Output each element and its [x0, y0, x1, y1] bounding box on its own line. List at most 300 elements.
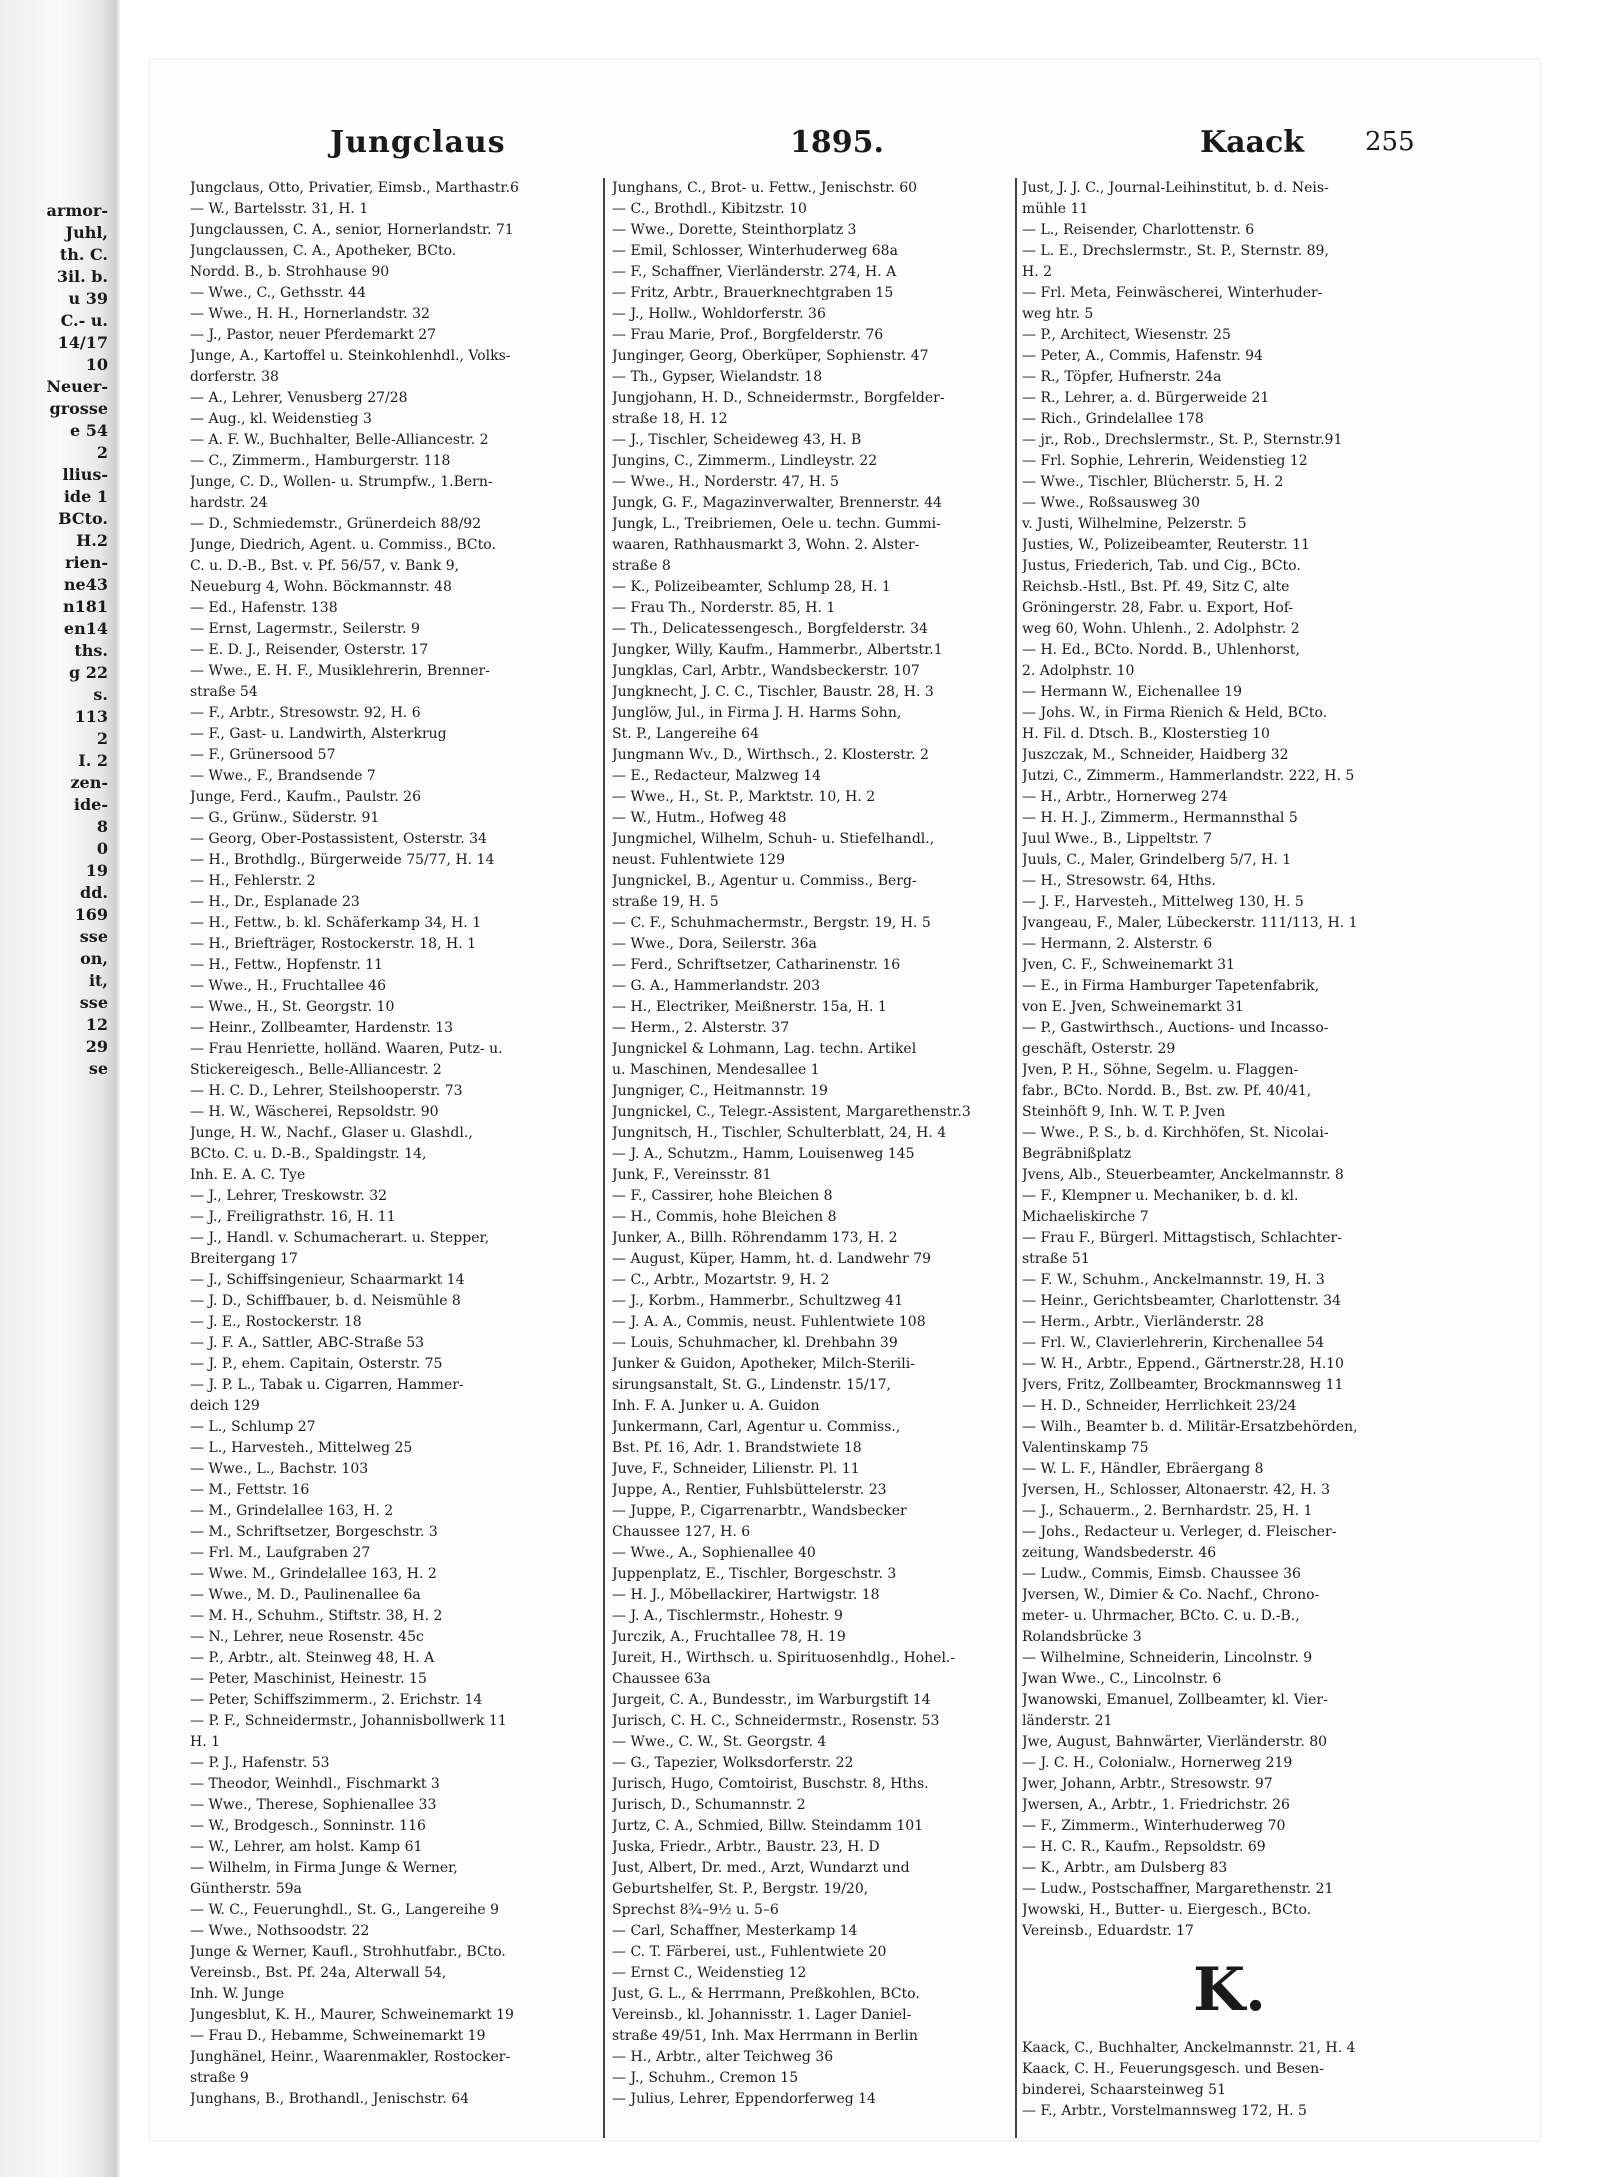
directory-line: — J. A. A., Commis, neust. Fuhlentwiete 108	[612, 1314, 926, 1330]
directory-line: — Wwe., H. H., Hornerlandstr. 32	[190, 306, 430, 322]
directory-line: Justies, W., Polizeibeamter, Reuterstr. 11	[1022, 537, 1310, 553]
margin-fragment: it,	[88, 971, 108, 990]
directory-line: Juve, F., Schneider, Lilienstr. Pl. 11	[612, 1461, 860, 1477]
directory-line: — J. C. H., Colonialw., Hornerweg 219	[1022, 1755, 1293, 1771]
margin-fragment: 2	[96, 443, 108, 462]
directory-line: — Frl. Sophie, Lehrerin, Weidenstieg 12	[1022, 453, 1308, 469]
directory-line: straße 19, H. 5	[612, 894, 719, 910]
directory-line: — H. Ed., BCto. Nordd. B., Uhlenhorst,	[1022, 642, 1300, 658]
directory-line: — J. A., Schutzm., Hamm, Louisenweg 145	[612, 1146, 915, 1162]
directory-line: — L., Reisender, Charlottenstr. 6	[1022, 222, 1255, 238]
directory-line: Inh. W. Junge	[190, 1986, 285, 2002]
directory-line: Jungins, C., Zimmerm., Lindleystr. 22	[612, 453, 878, 469]
directory-line: Jungjohann, H. D., Schneidermstr., Borgfelder-	[612, 390, 945, 406]
directory-line: — J., Pastor, neuer Pferdemarkt 27	[190, 327, 437, 343]
directory-line: Junkermann, Carl, Agentur u. Commiss.,	[612, 1419, 901, 1435]
directory-line: — Ludw., Commis, Eimsb. Chaussee 36	[1022, 1566, 1301, 1582]
directory-line: — Frl. M., Laufgraben 27	[190, 1545, 371, 1561]
margin-fragment: 19	[85, 861, 108, 880]
margin-fragment: sse	[79, 993, 108, 1012]
directory-line: — Wilh., Beamter b. d. Militär-Ersatzbehörden,	[1022, 1419, 1358, 1435]
directory-line: Jungesblut, K. H., Maurer, Schweinemarkt 19	[190, 2007, 514, 2023]
directory-line: Jurtz, C. A., Schmied, Billw. Steindamm 101	[612, 1818, 924, 1834]
directory-line: Juul Wwe., B., Lippeltstr. 7	[1022, 831, 1213, 847]
directory-line: Begräbnißplatz	[1022, 1146, 1132, 1162]
directory-line: Vereinsb., kl. Johannisstr. 1. Lager Daniel-	[612, 2007, 912, 2023]
margin-fragment: u 39	[68, 289, 108, 308]
directory-line: Junghans, C., Brot- u. Fettw., Jenischstr. 60	[612, 180, 918, 196]
directory-line: — Wwe. M., Grindelallee 163, H. 2	[190, 1566, 437, 1582]
margin-fragment: sse	[79, 927, 108, 946]
directory-line: — Wwe., H., Fruchtallee 46	[190, 978, 387, 994]
directory-line: — Wwe., C. W., St. Georgstr. 4	[612, 1734, 827, 1750]
directory-line: — Julius, Lehrer, Eppendorferweg 14	[612, 2091, 876, 2107]
directory-line: — H., Fettw., b. kl. Schäferkamp 34, H. 1	[190, 915, 482, 931]
directory-line: H. Fil. d. Dtsch. B., Klosterstieg 10	[1022, 726, 1270, 742]
directory-line: Junghänel, Heinr., Waarenmakler, Rostocker-	[190, 2049, 511, 2065]
directory-line: — D., Schmiedemstr., Grünerdeich 88/92	[190, 516, 482, 532]
directory-line: — Wwe., H., St. Georgstr. 10	[190, 999, 395, 1015]
margin-fragment: C.- u.	[60, 311, 108, 330]
directory-line: — Frl. W., Clavierlehrerin, Kirchenallee 54	[1022, 1335, 1325, 1351]
directory-line: Junghans, B., Brothandl., Jenischstr. 64	[190, 2091, 470, 2107]
directory-line: weg htr. 5	[1022, 306, 1094, 322]
directory-line: Junge & Werner, Kaufl., Strohhutfabr., BCto.	[190, 1944, 506, 1960]
directory-line: — August, Küper, Hamm, ht. d. Landwehr 79	[612, 1251, 932, 1267]
column-rule-1	[603, 178, 605, 2138]
directory-line: Jvens, Alb., Steuerbeamter, Anckelmannstr. 8	[1022, 1167, 1344, 1183]
directory-line: — W., Brodgesch., Sonninstr. 116	[190, 1818, 426, 1834]
directory-line: — Wwe., Dorette, Steinthorplatz 3	[612, 222, 857, 238]
directory-line: — R., Töpfer, Hufnerstr. 24a	[1022, 369, 1222, 385]
directory-line: — L., Harvesteh., Mittelweg 25	[190, 1440, 413, 1456]
directory-line: — E. D. J., Reisender, Osterstr. 17	[190, 642, 429, 658]
directory-line: — J. A., Tischlermstr., Hohestr. 9	[612, 1608, 843, 1624]
directory-line: Jungknecht, J. C. C., Tischler, Baustr. 28, H. 3	[612, 684, 934, 700]
directory-line: — J., Schauerm., 2. Bernhardstr. 25, H. 1	[1022, 1503, 1313, 1519]
directory-line: Michaeliskirche 7	[1022, 1209, 1149, 1225]
directory-line: Gröningerstr. 28, Fabr. u. Export, Hof-	[1022, 600, 1294, 616]
directory-line: Jungmann Wv., D., Wirthsch., 2. Klosterstr. 2	[612, 747, 929, 763]
page-number: 255	[1365, 127, 1415, 157]
directory-line: — K., Polizeibeamter, Schlump 28, H. 1	[612, 579, 891, 595]
margin-fragment: I. 2	[78, 751, 108, 770]
directory-line: Juszczak, M., Schneider, Haidberg 32	[1022, 747, 1289, 763]
directory-line: — H., Briefträger, Rostockerstr. 18, H. 1	[190, 936, 477, 952]
margin-fragment: s.	[93, 685, 108, 704]
directory-line: Reichsb.-Hstl., Bst. Pf. 49, Sitz C, alte	[1022, 579, 1290, 595]
directory-line: — Ernst C., Weidenstieg 12	[612, 1965, 807, 1981]
directory-line: Jwersen, A., Arbtr., 1. Friedrichstr. 26	[1022, 1797, 1290, 1813]
directory-line: BCto. C. u. D.-B., Spaldingstr. 14,	[190, 1146, 427, 1162]
directory-line: — Frau Henriette, holländ. Waaren, Putz- u.	[190, 1041, 503, 1057]
directory-line: — H., Arbtr., Hornerweg 274	[1022, 789, 1228, 805]
directory-line: — P., Architect, Wiesenstr. 25	[1022, 327, 1231, 343]
directory-line: länderstr. 21	[1022, 1713, 1113, 1729]
directory-line: Steinhöft 9, Inh. W. T. P. Jven	[1022, 1104, 1226, 1120]
directory-line: — R., Lehrer, a. d. Bürgerweide 21	[1022, 390, 1270, 406]
directory-line: — Herm., 2. Alsterstr. 37	[612, 1020, 790, 1036]
directory-line: — H., Commis, hohe Bleichen 8	[612, 1209, 837, 1225]
column-3-k-entries	[1022, 2038, 1437, 2122]
directory-line: Jwowski, H., Butter- u. Eiergesch., BCto.	[1022, 1902, 1312, 1918]
column-1	[190, 178, 600, 2110]
directory-line: Jurisch, Hugo, Comtoirist, Buschstr. 8, Hths.	[612, 1776, 929, 1792]
margin-fragment: 10	[85, 355, 108, 374]
directory-line: — J. P., ehem. Capitain, Osterstr. 75	[190, 1356, 443, 1372]
column-3-entries	[1022, 178, 1437, 1942]
directory-line: Junglöw, Jul., in Firma J. H. Harms Sohn,	[612, 705, 902, 721]
directory-line: H. 1	[190, 1734, 221, 1750]
directory-line: — Peter, A., Commis, Hafenstr. 94	[1022, 348, 1263, 364]
directory-line: — F. W., Schuhm., Anckelmannstr. 19, H. 3	[1022, 1272, 1325, 1288]
directory-line: Jwanowski, Emanuel, Zollbeamter, kl. Vier-	[1022, 1692, 1328, 1708]
directory-line: — F., Grünersood 57	[190, 747, 336, 763]
margin-fragment: dd.	[80, 883, 108, 902]
margin-fragment: th. C.	[59, 245, 108, 264]
directory-line: Breitergang 17	[190, 1251, 298, 1267]
margin-fragment: H.2	[76, 531, 108, 550]
directory-line: Jungk, G. F., Magazinverwalter, Brennerstr. 44	[612, 495, 942, 511]
directory-line: — Heinr., Gerichtsbeamter, Charlottenstr. 34	[1022, 1293, 1341, 1309]
directory-line: — Wwe., P. S., b. d. Kirchhöfen, St. Nicolai-	[1022, 1125, 1329, 1141]
directory-line: Just, J. J. C., Journal-Leihinstitut, b. d. Neis-	[1022, 180, 1329, 196]
directory-line: — L. E., Drechslermstr., St. P., Sternstr. 89,	[1022, 243, 1329, 259]
column-2	[612, 178, 1022, 2110]
directory-line: Juppe, A., Rentier, Fuhlsbüttelerstr. 23	[612, 1482, 887, 1498]
directory-line: — P. J., Hafenstr. 53	[190, 1755, 330, 1771]
directory-line: zeitung, Wandsbederstr. 46	[1022, 1545, 1217, 1561]
directory-line: waaren, Rathhausmarkt 3, Wohn. 2. Alster-	[612, 537, 920, 553]
directory-line: — W., Hutm., Hofweg 48	[612, 810, 787, 826]
section-letter: K.	[1192, 1955, 1267, 2025]
directory-line: — J., Freiligrathstr. 16, H. 11	[190, 1209, 396, 1225]
directory-line: — Heinr., Zollbeamter, Hardenstr. 13	[190, 1020, 454, 1036]
directory-line: Junginger, Georg, Oberküper, Sophienstr. 47	[612, 348, 929, 364]
directory-line: — Wwe., Dora, Seilerstr. 36a	[612, 936, 817, 952]
directory-line: 2. Adolphstr. 10	[1022, 663, 1135, 679]
directory-line: — H. C. R., Kaufm., Repsoldstr. 69	[1022, 1839, 1266, 1855]
directory-line: straße 9	[190, 2070, 249, 2086]
directory-line: H. 2	[1022, 264, 1053, 280]
margin-fragment: 0	[96, 839, 108, 858]
directory-line: — C., Zimmerm., Hamburgerstr. 118	[190, 453, 451, 469]
directory-line: — W., Lehrer, am holst. Kamp 61	[190, 1839, 423, 1855]
directory-line: Junge, C. D., Wollen- u. Strumpfw., 1.Bern-	[190, 474, 493, 490]
directory-line: — Wilhelmine, Schneiderin, Lincolnstr. 9	[1022, 1650, 1313, 1666]
directory-line: Jungmichel, Wilhelm, Schuh- u. Stiefelhandl.,	[612, 831, 935, 847]
directory-line: — N., Lehrer, neue Rosenstr. 45c	[190, 1629, 424, 1645]
directory-line: Jurczik, A., Fruchtallee 78, H. 19	[612, 1629, 846, 1645]
directory-line: mühle 11	[1022, 201, 1089, 217]
directory-line: — Fritz, Arbtr., Brauerknechtgraben 15	[612, 285, 894, 301]
directory-line: — Wwe., H., St. P., Marktstr. 10, H. 2	[612, 789, 876, 805]
directory-line: Juuls, C., Maler, Grindelberg 5/7, H. 1	[1022, 852, 1292, 868]
directory-line: Bst. Pf. 16, Adr. 1. Brandstwiete 18	[612, 1440, 862, 1456]
directory-line: — Frau Th., Norderstr. 85, H. 1	[612, 600, 836, 616]
directory-line: — J., Handl. v. Schumacherart. u. Stepper,	[190, 1230, 490, 1246]
directory-line: — Theodor, Weinhdl., Fischmarkt 3	[190, 1776, 440, 1792]
directory-line: — W., Bartelsstr. 31, H. 1	[190, 201, 369, 217]
margin-fragment: ths.	[74, 641, 108, 660]
directory-line: Jven, C. F., Schweinemarkt 31	[1022, 957, 1235, 973]
column-3	[1022, 178, 1437, 2122]
directory-line: Jwe, August, Bahnwärter, Vierländerstr. 80	[1022, 1734, 1328, 1750]
directory-line: fabr., BCto. Nordd. B., Bst. zw. Pf. 40/41,	[1022, 1083, 1312, 1099]
directory-line: Stickereigesch., Belle-Alliancestr. 2	[190, 1062, 442, 1078]
directory-line: — G. A., Hammerlandstr. 203	[612, 978, 820, 994]
directory-line: Jvers, Fritz, Zollbeamter, Brockmannsweg 11	[1022, 1377, 1344, 1393]
directory-line: — Ernst, Lagermstr., Seilerstr. 9	[190, 621, 420, 637]
directory-line: straße 54	[190, 684, 258, 700]
directory-line: — J., Schiffsingenieur, Schaarmarkt 14	[190, 1272, 465, 1288]
directory-line: deich 129	[190, 1398, 260, 1414]
directory-line: — C., Arbtr., Mozartstr. 9, H. 2	[612, 1272, 830, 1288]
margin-fragment: se	[88, 1059, 108, 1078]
directory-line: — Wilhelm, in Firma Junge & Werner,	[190, 1860, 458, 1876]
directory-line: — J., Lehrer, Treskowstr. 32	[190, 1188, 388, 1204]
directory-line: Junge, Ferd., Kaufm., Paulstr. 26	[190, 789, 421, 805]
directory-line: — H., Electriker, Meißnerstr. 15a, H. 1	[612, 999, 887, 1015]
directory-line: — Wwe., F., Brandsende 7	[190, 768, 376, 784]
directory-line: Inh. E. A. C. Tye	[190, 1167, 306, 1183]
directory-line: geschäft, Osterstr. 29	[1022, 1041, 1176, 1057]
margin-fragment: Juhl,	[65, 223, 108, 242]
directory-line: Jvangeau, F., Maler, Lübeckerstr. 111/113, H. 1	[1022, 915, 1358, 931]
directory-line: von E. Jven, Schweinemarkt 31	[1022, 999, 1244, 1015]
directory-line: — F., Arbtr., Vorstelmannsweg 172, H. 5	[1022, 2103, 1307, 2119]
directory-line: Kaack, C., Buchhalter, Anckelmannstr. 21, H. 4	[1022, 2040, 1356, 2056]
directory-line: — H., Brothdlg., Bürgerweide 75/77, H. 14	[190, 852, 495, 868]
directory-line: — W. C., Feuerunghdl., St. G., Langereihe 9	[190, 1902, 500, 1918]
directory-line: — C. F., Schuhmachermstr., Bergstr. 19, H. 5	[612, 915, 931, 931]
directory-line: — Wwe., M. D., Paulinenallee 6a	[190, 1587, 421, 1603]
directory-line: Juppenplatz, E., Tischler, Borgeschstr. 3	[612, 1566, 897, 1582]
directory-line: — A., Lehrer, Venusberg 27/28	[190, 390, 408, 406]
directory-line: Jungklas, Carl, Arbtr., Wandsbeckerstr. 107	[612, 663, 920, 679]
directory-line: — E., Redacteur, Malzweg 14	[612, 768, 822, 784]
directory-line: — Wwe., A., Sophienallee 40	[612, 1545, 816, 1561]
margin-fragment: 14/17	[57, 333, 108, 352]
directory-line: Inh. F. A. Junker u. A. Guidon	[612, 1398, 820, 1414]
directory-line: — M., Fettstr. 16	[190, 1482, 310, 1498]
directory-line: — M. H., Schuhm., Stiftstr. 38, H. 2	[190, 1608, 443, 1624]
directory-line: — J. F., Harvesteh., Mittelweg 130, H. 5	[1022, 894, 1304, 910]
directory-line: — Wwe., C., Gethsstr. 44	[190, 285, 366, 301]
directory-line: Chaussee 127, H. 6	[612, 1524, 751, 1540]
directory-line: straße 18, H. 12	[612, 411, 728, 427]
directory-line: Jversen, H., Schlosser, Altonaerstr. 42, H. 3	[1022, 1482, 1331, 1498]
directory-line: — Frau F., Bürgerl. Mittagstisch, Schlachter-	[1022, 1230, 1342, 1246]
directory-line: Jungniger, C., Heitmannstr. 19	[612, 1083, 828, 1099]
directory-line: — J., Korbm., Hammerbr., Schultzweg 41	[612, 1293, 904, 1309]
directory-line: Jurisch, D., Schumannstr. 2	[612, 1797, 806, 1813]
directory-line: Just, G. L., & Herrmann, Preßkohlen, BCto.	[612, 1986, 920, 2002]
directory-line: — H. D., Schneider, Herrlichkeit 23/24	[1022, 1398, 1297, 1414]
directory-line: — H., Arbtr., alter Teichweg 36	[612, 2049, 834, 2065]
directory-line: — G., Grünw., Süderstr. 91	[190, 810, 380, 826]
directory-line: — Frau Marie, Prof., Borgfelderstr. 76	[612, 327, 884, 343]
margin-fragment: llius-	[62, 465, 108, 484]
directory-line: Kaack, C. H., Feuerungsgesch. und Besen-	[1022, 2061, 1324, 2077]
directory-line: — P., Gastwirthsch., Auctions- und Incasso-	[1022, 1020, 1329, 1036]
directory-line: — Wwe., E. H. F., Musiklehrerin, Brenner-	[190, 663, 490, 679]
directory-line: — H. W., Wäscherei, Repsoldstr. 90	[190, 1104, 439, 1120]
directory-line: — F., Zimmerm., Winterhuderweg 70	[1022, 1818, 1286, 1834]
directory-line: — G., Tapezier, Wolksdorferstr. 22	[612, 1755, 854, 1771]
directory-line: — C., Brothdl., Kibitzstr. 10	[612, 201, 807, 217]
directory-line: v. Justi, Wilhelmine, Pelzerstr. 5	[1022, 516, 1247, 532]
directory-line: binderei, Schaarsteinweg 51	[1022, 2082, 1226, 2098]
directory-line: — W. L. F., Händler, Ebräergang 8	[1022, 1461, 1264, 1477]
directory-line: — Hermann W., Eichenallee 19	[1022, 684, 1243, 700]
margin-fragment: on,	[80, 949, 108, 968]
directory-line: Jungclaussen, C. A., Apotheker, BCto.	[190, 243, 457, 259]
directory-line: — Johs. W., in Firma Rienich & Held, BCto.	[1022, 705, 1328, 721]
margin-fragment: zen-	[70, 773, 108, 792]
directory-line: — M., Schriftsetzer, Borgeschstr. 3	[190, 1524, 438, 1540]
margin-fragment: grosse	[49, 399, 108, 418]
directory-line: — Ludw., Postschaffner, Margarethenstr. 21	[1022, 1881, 1334, 1897]
directory-line: — Wwe., Roßsausweg 30	[1022, 495, 1201, 511]
directory-line: Sprechst 8¾–9½ u. 5–6	[612, 1902, 779, 1918]
header-year: 1895.	[790, 125, 884, 160]
directory-line: Neueburg 4, Wohn. Böckmannstr. 48	[190, 579, 452, 595]
directory-line: Jutzi, C., Zimmerm., Hammerlandstr. 222, H. 5	[1022, 768, 1355, 784]
directory-line: — Peter, Maschinist, Heinestr. 15	[190, 1671, 427, 1687]
margin-fragment: n181	[62, 597, 108, 616]
directory-line: Junker & Guidon, Apotheker, Milch-Sterili-	[612, 1356, 915, 1372]
directory-line: — F., Klempner u. Mechaniker, b. d. kl.	[1022, 1188, 1299, 1204]
directory-line: — P. F., Schneidermstr., Johannisbollwerk 11	[190, 1713, 507, 1729]
directory-line: — Herm., Arbtr., Vierländerstr. 28	[1022, 1314, 1264, 1330]
directory-line: sirungsanstalt, St. G., Lindenstr. 15/17,	[612, 1377, 891, 1393]
directory-line: Rolandsbrücke 3	[1022, 1629, 1142, 1645]
directory-line: Junge, A., Kartoffel u. Steinkohlenhdl., Volks-	[190, 348, 511, 364]
margin-fragment: 3il. b.	[56, 267, 108, 286]
margin-fragment: 113	[74, 707, 108, 726]
directory-line: hardstr. 24	[190, 495, 268, 511]
directory-line: — Frau D., Hebamme, Schweinemarkt 19	[190, 2028, 486, 2044]
header-right-keyword: Kaack	[1200, 125, 1305, 160]
margin-fragment: Neuer-	[46, 377, 108, 396]
directory-line: Jungnickel, C., Telegr.-Assistent, Margarethenstr.3	[612, 1104, 971, 1120]
directory-line: Jwer, Johann, Arbtr., Stresowstr. 97	[1022, 1776, 1273, 1792]
page-header	[160, 125, 1540, 165]
directory-line: Jungnickel, B., Agentur u. Commiss., Berg-	[612, 873, 917, 889]
margin-fragment: 169	[74, 905, 108, 924]
directory-line: — Ed., Hafenstr. 138	[190, 600, 338, 616]
directory-line: — W. H., Arbtr., Eppend., Gärtnerstr.28, H.10	[1022, 1356, 1344, 1372]
directory-line: straße 49/51, Inh. Max Herrmann in Berlin	[612, 2028, 918, 2044]
directory-line: — Louis, Schuhmacher, kl. Drehbahn 39	[612, 1335, 898, 1351]
directory-line: — F., Schaffner, Vierländerstr. 274, H. A	[612, 264, 897, 280]
directory-line: — Wwe., Therese, Sophienallee 33	[190, 1797, 437, 1813]
directory-line: — J., Schuhm., Cremon 15	[612, 2070, 799, 2086]
directory-line: — C. T. Färberei, ust., Fuhlentwiete 20	[612, 1944, 887, 1960]
directory-line: — J. E., Rostockerstr. 18	[190, 1314, 362, 1330]
directory-line: — J. F. A., Sattler, ABC-Straße 53	[190, 1335, 425, 1351]
directory-line: — Georg, Ober-Postassistent, Osterstr. 34	[190, 831, 487, 847]
directory-line: — jr., Rob., Drechslermstr., St. P., Sternstr.91	[1022, 432, 1343, 448]
directory-line: — F., Arbtr., Stresowstr. 92, H. 6	[190, 705, 421, 721]
directory-line: dorferstr. 38	[190, 369, 279, 385]
directory-line: — Aug., kl. Weidenstieg 3	[190, 411, 372, 427]
directory-line: Valentinskamp 75	[1022, 1440, 1149, 1456]
directory-line: — H. H. J., Zimmerm., Hermannsthal 5	[1022, 810, 1298, 826]
directory-line: Güntherstr. 59a	[190, 1881, 302, 1897]
directory-line: — Frl. Meta, Feinwäscherei, Winterhuder-	[1022, 285, 1323, 301]
directory-line: — J. P. L., Tabak u. Cigarren, Hammer-	[190, 1377, 464, 1393]
directory-line: — E., in Firma Hamburger Tapetenfabrik,	[1022, 978, 1320, 994]
directory-line: — Wwe., Tischler, Blücherstr. 5, H. 2	[1022, 474, 1284, 490]
directory-line: — Johs., Redacteur u. Verleger, d. Fleischer-	[1022, 1524, 1337, 1540]
margin-fragment: ne43	[63, 575, 108, 594]
directory-line: — H. J., Möbellackirer, Hartwigstr. 18	[612, 1587, 880, 1603]
directory-line: — J., Hollw., Wohldorferstr. 36	[612, 306, 826, 322]
directory-line: — Ferd., Schriftsetzer, Catharinenstr. 16	[612, 957, 901, 973]
directory-line: — H., Stresowstr. 64, Hths.	[1022, 873, 1216, 889]
directory-line: Jven, P. H., Söhne, Segelm. u. Flaggen-	[1022, 1062, 1299, 1078]
header-left-keyword: Jungclaus	[330, 125, 506, 160]
directory-line: meter- u. Uhrmacher, BCto. C. u. D.-B.,	[1022, 1608, 1300, 1624]
directory-line: — Emil, Schlosser, Winterhuderweg 68a	[612, 243, 898, 259]
directory-line: — K., Arbtr., am Dulsberg 83	[1022, 1860, 1228, 1876]
directory-line: — Peter, Schiffszimmerm., 2. Erichstr. 14	[190, 1692, 483, 1708]
directory-line: — Wwe., H., Norderstr. 47, H. 5	[612, 474, 839, 490]
directory-line: St. P., Langereihe 64	[612, 726, 759, 742]
margin-fragment: BCto.	[58, 509, 108, 528]
directory-line: Jurisch, C. H. C., Schneidermstr., Rosenstr. 53	[612, 1713, 940, 1729]
directory-line: — L., Schlump 27	[190, 1419, 316, 1435]
directory-line: Jureit, H., Wirthsch. u. Spirituosenhdlg., Hohel.-	[612, 1650, 956, 1666]
directory-line: neust. Fuhlentwiete 129	[612, 852, 786, 868]
directory-line: — H., Fettw., Hopfenstr. 11	[190, 957, 383, 973]
directory-line: Jungk, L., Treibriemen, Oele u. techn. Gummi-	[612, 516, 941, 532]
margin-fragment: armor-	[46, 201, 108, 220]
directory-line: Junker, A., Billh. Röhrendamm 173, H. 2	[612, 1230, 898, 1246]
directory-line: Just, Albert, Dr. med., Arzt, Wundarzt und	[612, 1860, 910, 1876]
directory-line: Jwan Wwe., C., Lincolnstr. 6	[1022, 1671, 1222, 1687]
margin-fragment: ide 1	[63, 487, 108, 506]
directory-line: — Th., Delicatessengesch., Borgfelderstr. 34	[612, 621, 928, 637]
directory-line: — Wwe., L., Bachstr. 103	[190, 1461, 369, 1477]
directory-line: — Rich., Grindelallee 178	[1022, 411, 1204, 427]
margin-fragment: e 54	[69, 421, 108, 440]
directory-line: Jungclaus, Otto, Privatier, Eimsb., Marthastr.6	[190, 180, 519, 196]
directory-line: — P., Arbtr., alt. Steinweg 48, H. A	[190, 1650, 435, 1666]
directory-line: u. Maschinen, Mendesallee 1	[612, 1062, 820, 1078]
directory-line: — Wwe., Nothsoodstr. 22	[190, 1923, 370, 1939]
previous-page-margin	[0, 200, 112, 1080]
directory-line: — H., Fehlerstr. 2	[190, 873, 316, 889]
directory-line: Jurgeit, C. A., Bundesstr., im Warburgstift 14	[612, 1692, 931, 1708]
directory-line: Jungker, Willy, Kaufm., Hammerbr., Albertstr.1	[612, 642, 943, 658]
directory-line: Vereinsb., Bst. Pf. 24a, Alterwall 54,	[190, 1965, 447, 1981]
directory-line: Jversen, W., Dimier & Co. Nachf., Chrono-	[1022, 1587, 1320, 1603]
directory-line: C. u. D.-B., Bst. v. Pf. 56/57, v. Bank 9,	[190, 558, 460, 574]
directory-line: straße 51	[1022, 1251, 1090, 1267]
directory-line: Jungnickel & Lohmann, Lag. techn. Artikel	[612, 1041, 917, 1057]
directory-line: — A. F. W., Buchhalter, Belle-Alliancestr. 2	[190, 432, 489, 448]
margin-fragment: 12	[85, 1015, 108, 1034]
directory-line: Vereinsb., Eduardstr. 17	[1022, 1923, 1194, 1939]
directory-line: — Carl, Schaffner, Mesterkamp 14	[612, 1923, 858, 1939]
directory-line: weg 60, Wohn. Uhlenh., 2. Adolphstr. 2	[1022, 621, 1300, 637]
directory-line: Justus, Friederich, Tab. und Cig., BCto.	[1022, 558, 1301, 574]
margin-fragment: 2	[96, 729, 108, 748]
margin-fragment: rien-	[65, 553, 108, 572]
